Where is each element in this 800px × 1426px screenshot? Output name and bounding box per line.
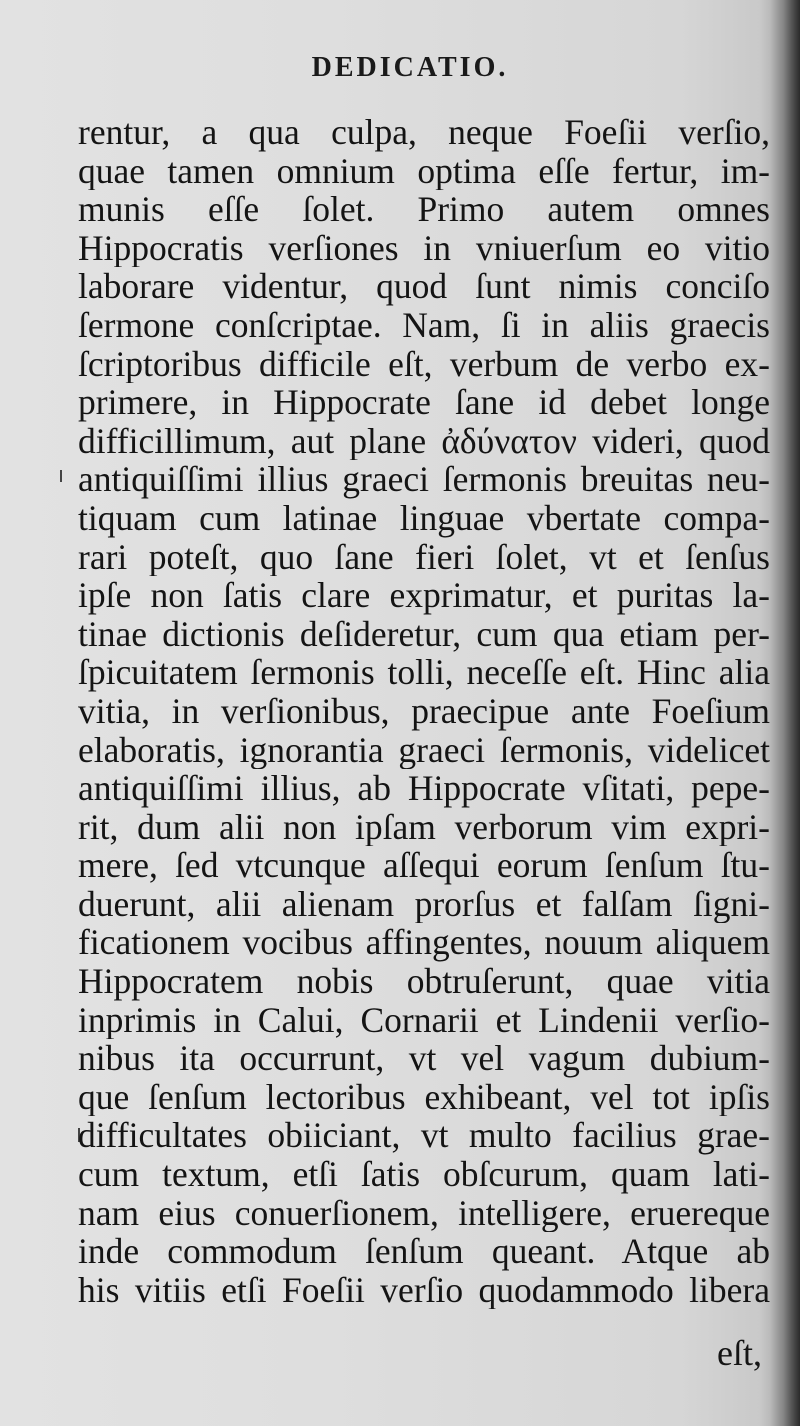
text-line: tiquam cum latinae linguae vbertate compa- xyxy=(78,498,770,538)
text-line: inde commodum ſenſum queant. Atque ab xyxy=(78,1232,770,1271)
text-line: ſermone conſcriptae. Nam, ſi in aliis graecis xyxy=(78,305,770,345)
text-line: nibus ita occurrunt, vt vel vagum dubium- xyxy=(78,1039,770,1078)
text-line: antiquiſſimi illius, ab Hippocrate vſitati, pepe- xyxy=(78,769,770,808)
text-line: munis eſſe ſolet. Primo autem omnes xyxy=(78,190,770,229)
text-line: ſcriptoribus difficile eſt, verbum de verbo ex- xyxy=(78,344,770,384)
text-line: nam eius conuerſionem, intelligere, eruereque xyxy=(78,1193,770,1233)
body-text xyxy=(78,113,770,1309)
text-line: ficationem vocibus affingentes, nouum aliquem xyxy=(78,923,770,963)
text-line: ſpicuitatem ſermonis tolli, neceſſe eſt. Hinc alia xyxy=(78,653,770,692)
text-line: cum textum, etſi ſatis obſcurum, quam lati- xyxy=(78,1155,770,1194)
text-line: vitia, in verſionibus, praecipue ante Foeſium xyxy=(78,691,770,731)
spine-shadow xyxy=(770,0,800,1426)
text-line: inprimis in Calui, Cornarii et Lindenii verſio- xyxy=(78,1000,770,1040)
text-line: rentur, a qua culpa, neque Foeſii verſio, xyxy=(78,113,770,152)
text-line: antiquiſſimi illius graeci ſermonis breuitas neu- xyxy=(78,460,770,499)
running-head: DEDICATIO. xyxy=(311,52,509,83)
text-line: Hippocratis verſiones in vniuerſum eo vitio xyxy=(78,228,770,268)
text-line: his vitiis etſi Foeſii verſio quodammodo libera xyxy=(78,1270,770,1310)
text-line: tinae dictionis deſideretur, cum qua etiam per- xyxy=(78,614,770,654)
text-line: Hippocratem nobis obtruſerunt, quae vitia xyxy=(78,962,770,1001)
text-line: que ſenſum lectoribus exhibeant, vel tot ipſis xyxy=(78,1077,770,1117)
text-line: difficillimum, aut plane ἀδύνατον videri, quod xyxy=(78,421,770,461)
text-line: mere, ſed vtcunque aſſequi eorum ſenſum ſtu- xyxy=(78,846,770,885)
text-line: duerunt, alii alienam prorſus et falſam ſigni- xyxy=(78,884,770,924)
text-line: laborare videntur, quod ſunt nimis conciſo xyxy=(78,267,770,306)
text-line: quae tamen omnium optima eſſe fertur, im- xyxy=(78,151,770,191)
text-line: difficultates obiiciant, vt multo facilius grae- xyxy=(78,1116,770,1156)
text-line: primere, in Hippocrate ſane id debet longe xyxy=(78,383,770,422)
margin-mark xyxy=(60,470,62,482)
text-line: rit, dum alii non ipſam verborum vim expri- xyxy=(78,807,770,847)
text-line: rari poteſt, quo ſane fieri ſolet, vt et ſenſus xyxy=(78,537,770,577)
catchword: eſt, xyxy=(717,1333,762,1373)
text-line: elaboratis, ignorantia graeci ſermonis, videlicet xyxy=(78,730,770,770)
text-line: ipſe non ſatis clare exprimatur, et puritas la- xyxy=(78,576,770,615)
